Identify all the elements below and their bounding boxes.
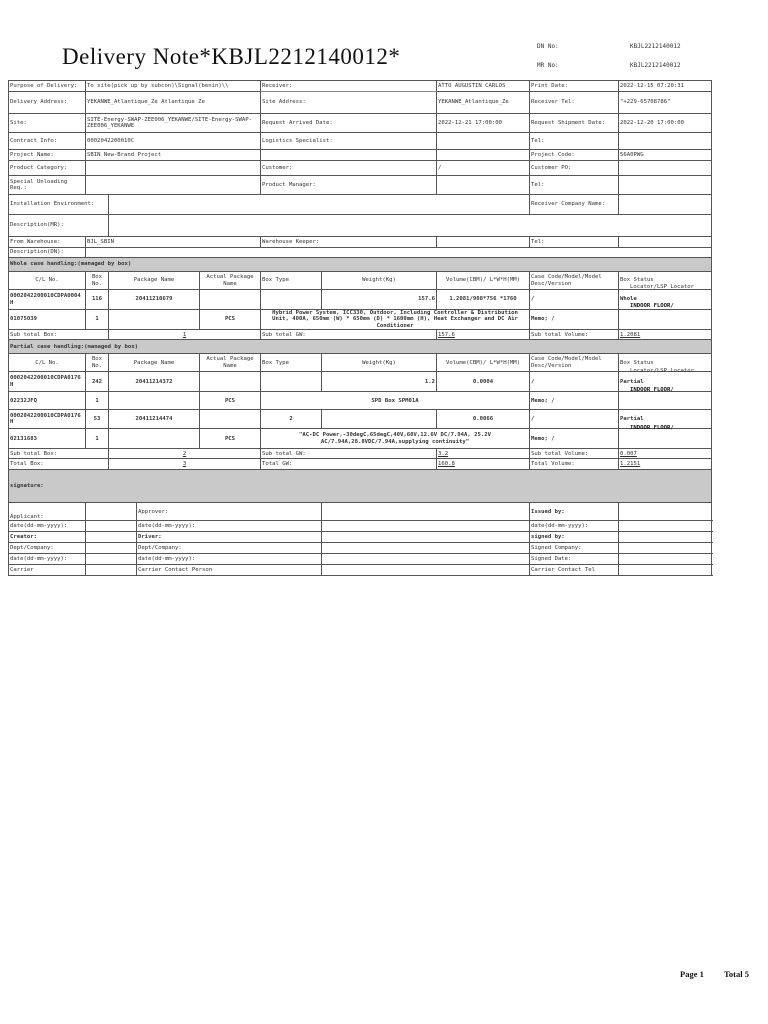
- partial-subtotal-gw-label: Sub total GW:: [261, 449, 437, 459]
- partial-subtotal-box-label: Sub total Box:: [9, 449, 109, 459]
- total-volume-label: Total Volume:: [530, 459, 619, 470]
- whole-case-heading: Whole case handling:(managed by box): [9, 258, 712, 272]
- applicant-label: Applicant:: [9, 503, 86, 521]
- page-total: Total 5: [724, 969, 749, 979]
- dn-no-value: KBJL2212140012: [630, 43, 681, 50]
- total-volume-value: 1.2151: [619, 459, 712, 470]
- partial-case-heading: Partial case handling:(managed by box): [9, 340, 712, 354]
- whole-subtotal-gw-value: 157.6: [437, 330, 530, 340]
- print-date-value: 2022-12-15 07:20:31: [619, 81, 712, 92]
- request-shipment-label: Request Shipment Date:: [530, 114, 619, 133]
- delivery-address-label: Delivery Address:: [9, 92, 86, 114]
- signature-heading: signature:: [9, 470, 712, 503]
- description-mr-label: Description(MR):: [9, 215, 109, 237]
- driver-dept-label: Dept/Company:: [137, 543, 322, 554]
- col-box-type: Box Type: [261, 272, 322, 290]
- col-box-no: Box No.: [86, 272, 109, 290]
- col-locator: Locator/LSP Locator: [630, 284, 694, 290]
- col-actual-package-name: Actual Package Name: [200, 272, 261, 290]
- carrier-contact-person-label: Carrier Contact Person: [137, 565, 322, 576]
- table-row: 0002042200010CDPA0004H 116 20411210679 157.6 1.2081/908*756 *1760 / Whole: [9, 290, 712, 310]
- col-case-code: Case Code/Model/Model Desc/Version: [530, 272, 619, 290]
- tel-value: [619, 133, 712, 150]
- issued-date-label: date(dd-mm-yyyy):: [530, 521, 619, 532]
- installation-env-label: Installation Environment:: [9, 195, 109, 215]
- product-category-label: Product Category:: [9, 161, 86, 176]
- approver-date-label: date(dd-mm-yyyy):: [137, 521, 322, 532]
- request-arrived-label: Request Arrived Date:: [261, 114, 437, 133]
- creator-dept-label: Dept/Company:: [9, 543, 86, 554]
- site-address-label: Site Address:: [261, 92, 437, 114]
- delivery-note-table: Purpose of Delivery: To site(pick up by subcon)\Signal(benin)\\ Receiver: ATTO AUGUSTIN CARLOS Print Date: 2022-12-15 07:20:31 Delivery Address: YEKANWE_Atlantique_Ze Atlantique Ze Site Address: YEKANWE_Atlantique_Ze Receiver Tel: "+229-65708786" Site: SITE-Energy-SWAP-ZEE006_YEKANWE/SITE-Energy-SWAP-ZEE006_YEKANWE Request Arrived Date: 2022-12-21 17:00:00 Request Shipment Date: 2022-12-20 17:00:00 Contract Info: 0002042200010C Logistics Specialist: Tel: Project Name: SBIN New-Brand Project Project Code: 56A0PWG Product Category: Customer: / Customer PO: Special Unloading Req.: Product Manager: Tel: Installation Environment: Receiver Company Name: Description(MR): From Warehouse: BJL_SBIN Warehouse Keeper: Tel: Description(DN): Whole case handling:(managed by box) C/L No. Box No. Package Name Actual Package Name Box Type Weight(Kg) Volume(CBM)/ L*W*H(MM) Case Code/Model/Model Desc/Version Box Status 0002042200010CDPA0004H 116 20411210679 157.6 1.2081/908*756 *1760 / Whole 01075039 1 PCS Hybrid Power System, ICC330, Outdoor, Including Controller & Distribution Unit, 400A, 650mm (W) * 650mm (D) * 1600mm (H), Heat Exchanger and DC Air Conditioner Memo; / Sub total Box: 1 Sub total GW: 157.6 Sub total Volume: 1.2081 Partial case handling:(managed by box) C/L No. Box No. Package Name Actual Package Name Box Type Weight(Kg) Volume(CBM)/ L*W*H(MM) Case Code/Model/Model Desc/Version Box Status 0002042200010CDPA0176H 242 20411214372 1.2 0.0004 / Partial 02232JFQ 1 PCS SPD Box SPM01A Memo; / 0002042200010CDPA0176H 53 20411214474 2 0.0066 / Partial 02131683 1 PCS "AC-DC Power,-30degC,65degC,40V,60V,12.6V DC/7.94A, 25.2V AC/7.94A,28.8VDC/7.94A,supplying continuity" Memo; / Sub total Box: 2 Sub total GW: 3.2 Sub total Volume: 0.007 Total Box: 3 Total GW: 160.8 Total Volume: 1.2151 signature: Applicant: Approver: Issued by: date(dd-mm-yyyy): date(dd-mm-yyyy): date(dd-mm-yyyy): Creator: Driver: signed by: Dept/Company: Dept/Company: Signed Company: date(dd-mm-yyyy): date(dd-mm-yyyy): Signed Date: Carrier Carrier Contact Person Carrier Contact Tel: [8, 80, 712, 576]
- table-row: 0002042200010CDPA0176H 53 20411214474 2 0.0066 / Partial: [9, 410, 712, 429]
- receiver-company-label: Receiver Company Name:: [530, 195, 619, 215]
- customer-po-label: Customer PO:: [530, 161, 619, 176]
- logistics-value: [437, 133, 530, 150]
- whole-row1-locator: INDOOR FLOOR/: [630, 303, 674, 309]
- project-code-value: 56A0PWG: [619, 150, 712, 161]
- print-date-label: Print Date:: [530, 81, 619, 92]
- receiver-label: Receiver:: [261, 81, 437, 92]
- col-volume: Volume(CBM)/ L*W*H(MM): [437, 272, 530, 290]
- table-row: 02232JFQ 1 PCS SPD Box SPM01A Memo; /: [9, 392, 712, 410]
- site-value: SITE-Energy-SWAP-ZEE006_YEKANWE/SITE-Energy-SWAP-ZEE006_YEKANWE: [86, 114, 261, 133]
- whole-subtotal-gw-label: Sub total GW:: [261, 330, 437, 340]
- whole-subtotal-box-label: Sub total Box:: [9, 330, 109, 340]
- customer-value: /: [437, 161, 530, 176]
- driver-date-label: date(dd-mm-yyyy):: [137, 554, 322, 565]
- from-warehouse-value: BJL_SBIN: [86, 237, 261, 248]
- table-row: 0002042200010CDPA0176H 242 20411214372 1.2 0.0004 / Partial: [9, 372, 712, 392]
- total-gw-label: Total GW:: [261, 459, 437, 470]
- partial-subtotal-gw-value: 3.2: [437, 449, 530, 459]
- site-label: Site:: [9, 114, 86, 133]
- warehouse-keeper-label: Warehouse Keeper:: [261, 237, 437, 248]
- approver-label: Approver:: [137, 503, 322, 521]
- contract-value: 0002042200010C: [86, 133, 261, 150]
- purpose-value: To site(pick up by subcon)\Signal(benin)\\: [86, 81, 261, 92]
- product-manager-label: Product Manager:: [261, 176, 437, 195]
- mr-no-label: MR No:: [537, 62, 559, 69]
- project-name-label: Project Name:: [9, 150, 86, 161]
- partial-row1-locator: INDOOR FLOOR/: [630, 387, 674, 393]
- tel-label-3: Tel:: [530, 237, 619, 248]
- project-code-label: Project Code:: [530, 150, 619, 161]
- total-gw-value: 160.8: [437, 459, 530, 470]
- tel-label: Tel:: [530, 133, 619, 150]
- creator-date-label: date(dd-mm-yyyy):: [9, 554, 86, 565]
- partial-subtotal-box-value: 2: [109, 449, 261, 459]
- customer-label: Customer:: [261, 161, 437, 176]
- receiver-tel-label: Receiver Tel:: [530, 92, 619, 114]
- dn-no-label: DN No:: [537, 43, 559, 50]
- col-cl-no: C/L No.: [9, 272, 86, 290]
- purpose-label: Purpose of Delivery:: [9, 81, 86, 92]
- total-box-value: 3: [109, 459, 261, 470]
- contract-label: Contract Info:: [9, 133, 86, 150]
- total-box-label: Total Box:: [9, 459, 109, 470]
- partial-subtotal-volume-value: 0.007: [619, 449, 712, 459]
- receiver-tel-value: "+229-65708786": [619, 92, 712, 114]
- carrier-label: Carrier: [9, 565, 86, 576]
- special-unloading-label: Special Unloading Req.:: [9, 176, 86, 195]
- from-warehouse-label: From Warehouse:: [9, 237, 86, 248]
- signed-company-label: Signed Company:: [530, 543, 619, 554]
- page-title: Delivery Note*KBJL2212140012*: [62, 44, 401, 69]
- table-row: 01075039 1 PCS Hybrid Power System, ICC330, Outdoor, Including Controller & Distribution Unit, 400A, 650mm (W) * 650mm (D) * 1600mm (H), Heat Exchanger and DC Air Conditioner Memo; /: [9, 310, 712, 330]
- site-address-value: YEKANWE_Atlantique_Ze: [437, 92, 530, 114]
- col-locator-2: Locator/LSP Locator: [630, 368, 694, 374]
- issued-by-label: Issued by:: [530, 503, 619, 521]
- receiver-value: ATTO AUGUSTIN CARLOS: [437, 81, 530, 92]
- mr-no-value: KBJL2212140012: [630, 62, 681, 69]
- col-box-status: Box Status: [619, 272, 712, 290]
- request-arrived-value: 2022-12-21 17:00:00: [437, 114, 530, 133]
- request-shipment-value: 2022-12-20 17:00:00: [619, 114, 712, 133]
- whole-subtotal-box-value: 1: [109, 330, 261, 340]
- tel-label-2: Tel:: [530, 176, 619, 195]
- whole-subtotal-volume-label: Sub total Volume:: [530, 330, 619, 340]
- col-weight: Weight(Kg): [322, 272, 437, 290]
- carrier-contact-tel-label: Carrier Contact Tel: [530, 565, 619, 576]
- creator-label: Creator:: [9, 532, 86, 543]
- driver-label: Driver:: [137, 532, 322, 543]
- partial-row3-locator: INDOOR FLOOR/: [630, 425, 674, 431]
- description-dn-label: Description(DN):: [9, 248, 86, 258]
- logistics-label: Logistics Specialist:: [261, 133, 437, 150]
- signed-date-label: Signed Date:: [530, 554, 619, 565]
- project-name-value: SBIN New-Brand Project: [86, 150, 261, 161]
- partial-subtotal-volume-label: Sub total Volume:: [530, 449, 619, 459]
- signed-by-label: signed by:: [530, 532, 619, 543]
- applicant-date-label: date(dd-mm-yyyy):: [9, 521, 86, 532]
- whole-subtotal-volume-value: 1.2081: [619, 330, 712, 340]
- page-number: Page 1: [680, 969, 704, 979]
- delivery-address-value: YEKANWE_Atlantique_Ze Atlantique Ze: [86, 92, 261, 114]
- table-row: 02131683 1 PCS "AC-DC Power,-30degC,65degC,40V,60V,12.6V DC/7.94A, 25.2V AC/7.94A,28.8VDC/7.94A,supplying continuity" Memo; /: [9, 429, 712, 449]
- col-package-name: Package Name: [109, 272, 200, 290]
